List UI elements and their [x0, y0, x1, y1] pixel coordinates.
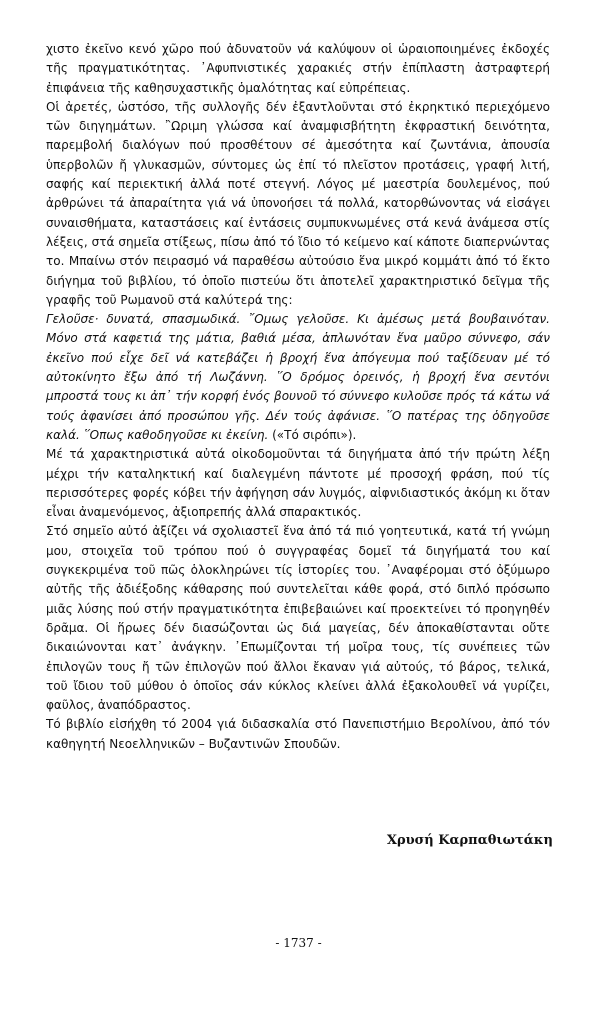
paragraph: χιστο ἐκεῖνο κενό χῶρο πού ἀδυνατοῦν νά καλύψουν οἱ ὡραιοποιημένες ἐκδοχές τῆς πραγματικότητας. ᾽Αφυπνιστικές χαρακιές στήν ἐπίπλαστη ἀστραφτερή ἐπιφάνεια τῆς καθησυχαστικῆς ὁμαλότητας καί εὐπρέπειας. [46, 42, 550, 95]
author-signature: Χρυσή Καρπαθιωτάκη [386, 833, 553, 848]
paragraph: Μέ τά χαρακτηριστικά αὐτά οἰκοδομοῦνται τά διηγήματα ἀπό τήν πρώτη λέξη μέχρι τήν καταληκτική καί διαλεγμένη πάντοτε μέ προσοχή φράση, πού τίς περισσότερες φορές κόβει τήν ἀφήγηση σάν λυγμός, αἰφνιδιαστικός ἀκόμη κι ὅταν εἶναι ἀναμενόμενος, ἀξιοπρεπής ἀλλά σπαρακτικός. [46, 447, 550, 520]
quote-text: Γελοῦσε· δυνατά, σπασμωδικά. ῎Ομως γελοῦσε. Κι ἀμέσως μετά βουβαινόταν. Μόνο στά καφετιά της μάτια, βαθιά μέσα, ἁπλωνόταν ἕνα μαῦρο σύννεφο, σάν ἐκεῖνο πού εἶχε δεῖ νά κατεβάζει ἡ βροχή ἕνα ἀπόγευμα πού ταξίδευαν μέ τό αὐτοκίνητο ἔξω ἀπό τή Λωζάννη. ῞Ο δρόμος ὀρεινός, ἡ βροχή ἕνα σεντόνι μπροστά τους κι ἀπ᾽ τήν κορφή ἑνός βουνοῦ τό σύννεφο κυλοῦσε πρός τά κάτω νά τούς ἀφανίσει ἀπό προσώπου γῆς. Δέν τούς ἀφάνισε. ῞Ο πατέρας της ὁδηγοῦσε καλά. ῞Οπως καθοδηγοῦσε κι ἐκείνη. [46, 312, 550, 442]
article-body [46, 40, 550, 754]
paragraph: Τό βιβλίο εἰσήχθη τό 2004 γιά διδασκαλία στό Πανεπιστήμιο Βερολίνου, ἀπό τόν καθηγητή Νεοελληνικῶν – Βυζαντινῶν Σπουδῶν. [46, 717, 550, 751]
page-number: - 1737 - [275, 936, 322, 950]
block-quote [46, 310, 550, 445]
paragraph: Στό σημεῖο αὐτό ἀξίζει νά σχολιαστεῖ ἕνα ἀπό τά πιό γοητευτικά, κατά τή γνώμη μου, στοιχεῖα τοῦ τρόπου πού ὁ συγγραφέας δομεῖ τά διηγήματά του καί συγκεκριμένα τοῦ πῶς ὁλοκληρώνει τίς ἱστορίες του. ᾽Αναφέρομαι στό ὀξύμωρο αὐτῆς τῆς ἀδιέξοδης κάθαρσης πού συντελεῖται κάθε φορά, στό διπλό πρόσωπο μιᾶς λύσης πού στήν πραγματικότητα ἐπιβεβαιώνει καί προεκτείνει τό προηγηθέν δρᾶμα. Οἱ ἥρωες δέν διασώζονται ὡς διά μαγείας, δέν ἀποκαθίστανται οὔτε δικαιώνονται κατ᾽ ἀνάγκην. ᾽Επωμίζονται τή μοῖρα τους, τίς συνέπειες τῶν ἐπιλογῶν τους ἤ τῶν ἐπιλογῶν πού ἄλλοι ἔκαναν γιά αὐτούς, τό βάρος, τελικά, τοῦ ἴδιου τοῦ μύθου ὁ ὁποῖος σάν κύκλος κλείνει ἀλλά ἐξακολουθεῖ νά γυρίζει, φαῦλος, ἀναπόδραστος. [46, 524, 550, 713]
paragraph: Οἱ ἀρετές, ὡστόσο, τῆς συλλογῆς δέν ἐξαντλοῦνται στό ἐκρηκτικό περιεχόμενο τῶν διηγημάτων. ῍Ωριμη γλώσσα καί ἀναμφισβήτητη ἐκφραστική δεινότητα, παρεμβολή διαλόγων πού προσθέτουν σέ ἀμεσότητα καί ζωντάνια, ἀπουσία ὑπερβολῶν ἤ γλυκασμῶν, σύντομες ὡς ἐπί τό πλεῖστον προτάσεις, γραφή λιτή, σαφής καί περιεκτική ἀλλά ποτέ στεγνή. Λόγος μέ μαεστρία δουλεμένος, πού ἀρθρώνει τά ἀπαραίτητα γιά νά ὑπονοήσει τά πολλά, κατορθώνοντας νά εἰσάγει συναισθήματα, καταστάσεις καί ἐντάσεις συμπυκνωμένες στά κενά ἀνάμεσα στίς λέξεις, στά σημεῖα στίξεως, πίσω ἀπό τό ἴδιο τό κείμενο καί κάποτε διαπερνώντας το. Μπαίνω στόν πειρασμό νά παραθέσω αὐτούσιο ἕνα μικρό κομμάτι ἀπό τό ἕκτο διήγημα τοῦ βιβλίου, τό ὁποῖο πιστεύω ὅτι ἀποτελεῖ χαρακτηριστικό δεῖγμα τῆς γραφῆς τοῦ Ρωμανοῦ στά καλύτερά της: [46, 99, 550, 307]
quote-source: («Τό σιρόπι»). [268, 427, 357, 442]
